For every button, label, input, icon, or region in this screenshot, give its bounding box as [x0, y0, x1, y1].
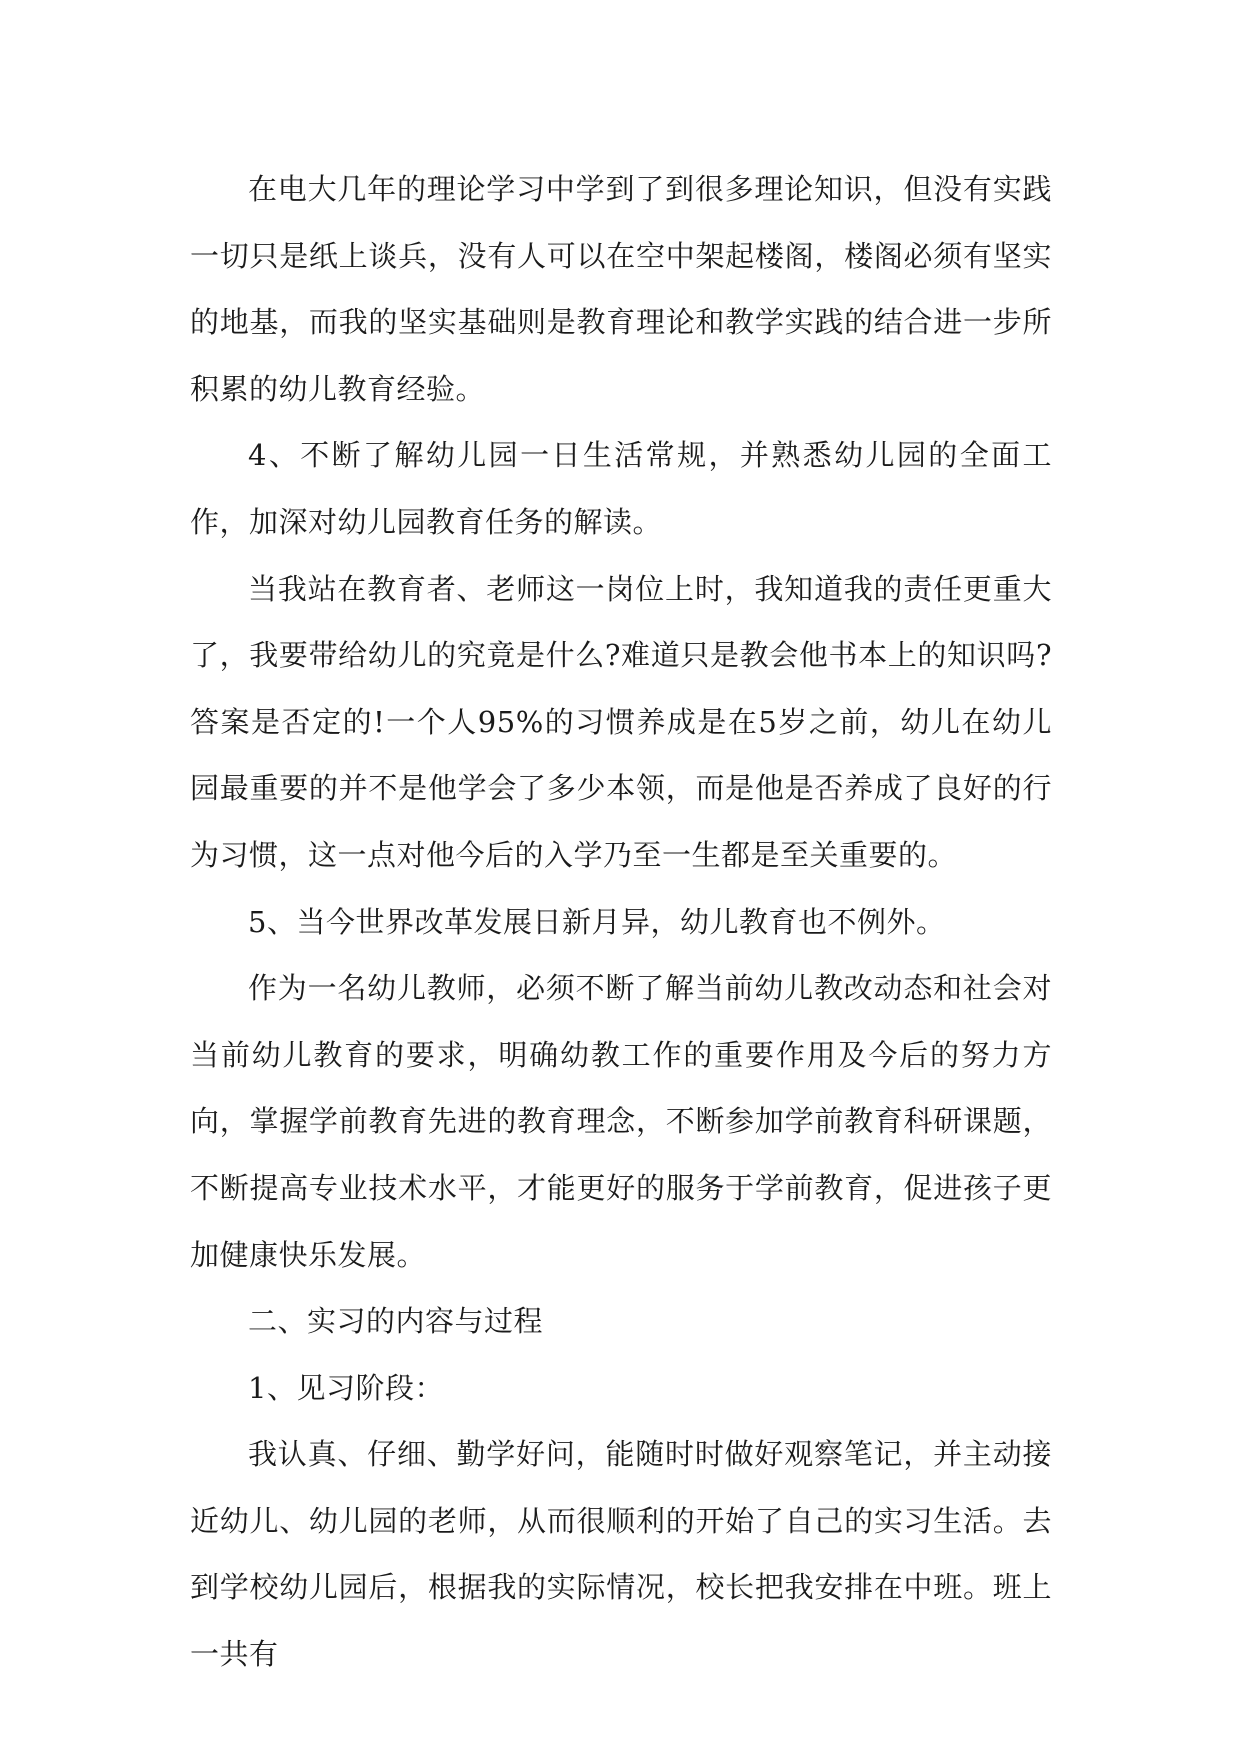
paragraph-teacher-development: 作为一名幼儿教师，必须不断了解当前幼儿教改动态和社会对当前幼儿教育的要求，明确幼教工作的重要作用及今后的努力方向，掌握学前教育先进的教育理念，不断参加学前教育科研课题，不断提高专业技术水平，才能更好的服务于学前教育，促进孩子更加健康快乐发展。: [190, 971, 1052, 1272]
paragraph-item-5: 5、当今世界改革发展日新月异，幼儿教育也不例外。: [248, 904, 946, 939]
section-heading-internship-content: 二、实习的内容与过程: [248, 1304, 544, 1339]
paragraph-practice-experience: 在电大几年的理论学习中学到了到很多理论知识，但没有实践一切只是纸上谈兵，没有人可以在空中架起楼阁，楼阁必须有坚实的地基，而我的坚实基础则是教育理论和教学实践的结合进一步所积累的幼儿教育经验。: [190, 172, 1052, 406]
paragraph-item-4: 4、不断了解幼儿园一日生活常规，并熟悉幼儿园的全面工作，加深对幼儿园教育任务的解读。: [190, 438, 1052, 539]
document-body: [190, 156, 1052, 1688]
paragraph-teacher-responsibility: 当我站在教育者、老师这一岗位上时，我知道我的责任更重大了，我要带给幼儿的究竟是什么?难道只是教会他书本上的知识吗?答案是否定的!一个人95%的习惯养成是在5岁之前，幼儿在幼儿园最重要的并不是他学会了多少本领，而是他是否养成了良好的行为习惯，这一点对他今后的入学乃至一生都是至关重要的。: [190, 571, 1052, 872]
paragraph-observation-details: 我认真、仔细、勤学好问，能随时时做好观察笔记，并主动接近幼儿、幼儿园的老师，从而很顺利的开始了自己的实习生活。去到学校幼儿园后，根据我的实际情况，校长把我安排在中班。班上一共有: [190, 1437, 1052, 1672]
subheading-observation-stage: 1、见习阶段：: [248, 1370, 444, 1405]
